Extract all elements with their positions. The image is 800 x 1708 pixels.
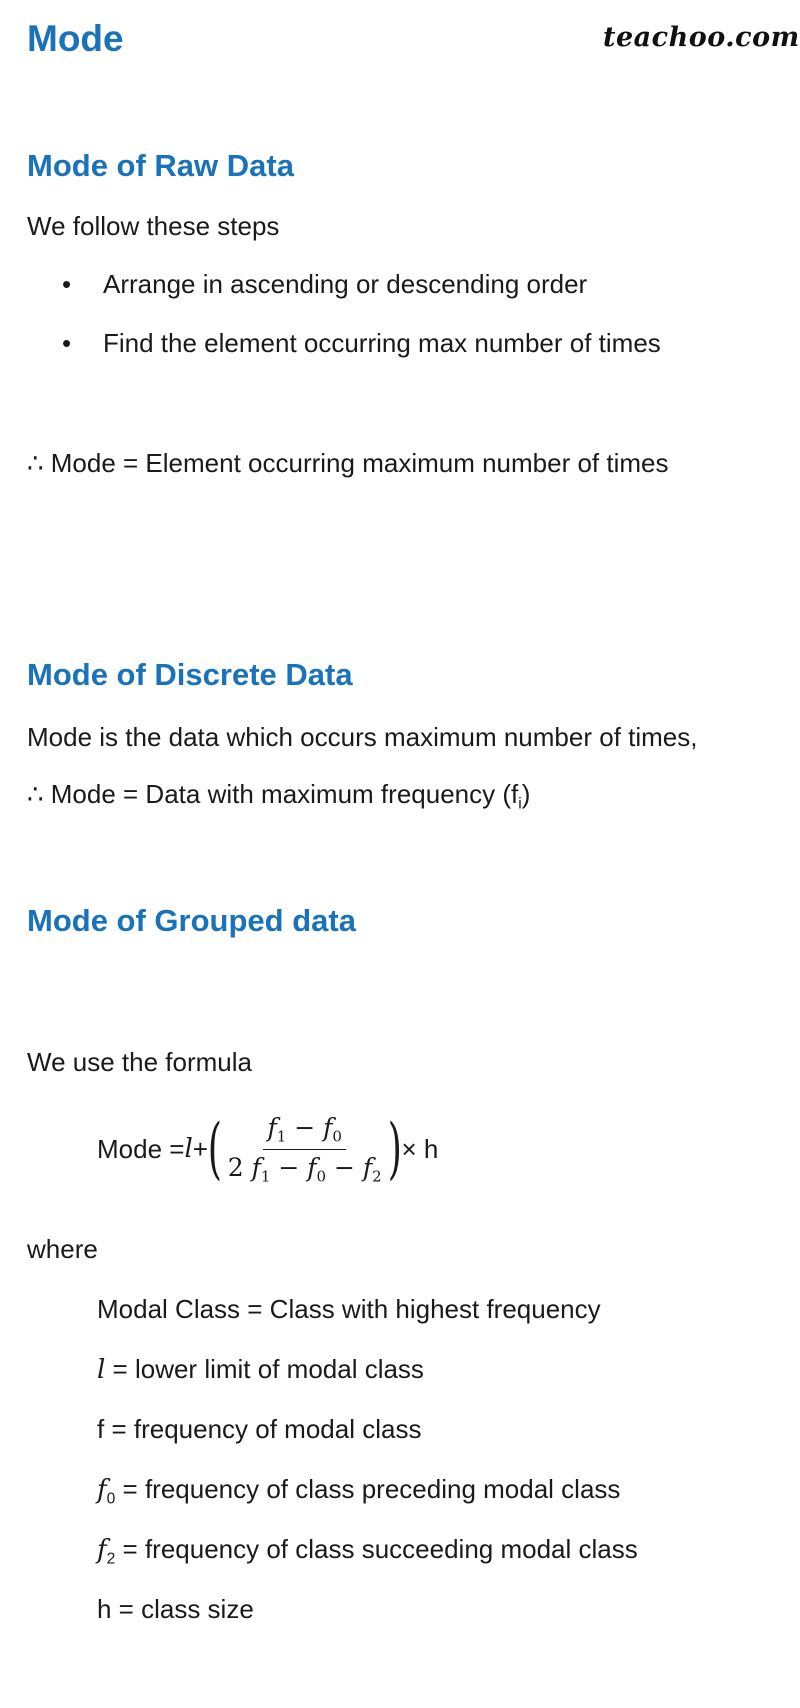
heading-grouped-data: Mode of Grouped data: [27, 903, 356, 938]
def-f0: $f_0$ = frequency of class preceding modal class: [97, 1474, 621, 1508]
def-lower-limit: l = lower limit of modal class: [97, 1354, 424, 1385]
discrete-line2: ∴ Mode = Data with maximum frequency $(f_i)$: [27, 779, 531, 813]
grouped-intro: We use the formula: [27, 1047, 252, 1077]
def-class-size: h = class size: [97, 1594, 254, 1624]
bullet-item: Arrange in ascending or descending order: [103, 269, 588, 299]
where-label: where: [27, 1234, 98, 1264]
bullet-dot: •: [62, 269, 72, 299]
def-frequency: f = frequency of modal class: [97, 1414, 422, 1444]
bullet-item: Find the element occurring max number of times: [103, 328, 661, 358]
raw-conclusion: ∴ Mode = Element occurring maximum number of times: [27, 448, 669, 478]
teachoo-logo: teachoo.com: [603, 22, 800, 53]
def-f2: $f_2$ = frequency of class succeeding modal class: [97, 1534, 638, 1568]
bullet-dot: •: [62, 328, 72, 358]
mode-formula: Mode = l + ( $\frac{f_1 - f_0}{2 f_1 - f_0 - f_2}$ ) × h: [97, 1110, 439, 1187]
discrete-line1: Mode is the data which occurs maximum number of times,: [27, 722, 698, 752]
def-modal-class: Modal Class = Class with highest frequency: [97, 1294, 601, 1324]
heading-discrete-data: Mode of Discrete Data: [27, 657, 353, 692]
heading-raw-data: Mode of Raw Data: [27, 148, 294, 183]
raw-intro: We follow these steps: [27, 211, 280, 241]
page-title: Mode: [27, 18, 124, 59]
formula-fraction: $\frac{f_1 - f_0}{2 f_1 - f_0 - f_2}$: [227, 1113, 382, 1185]
